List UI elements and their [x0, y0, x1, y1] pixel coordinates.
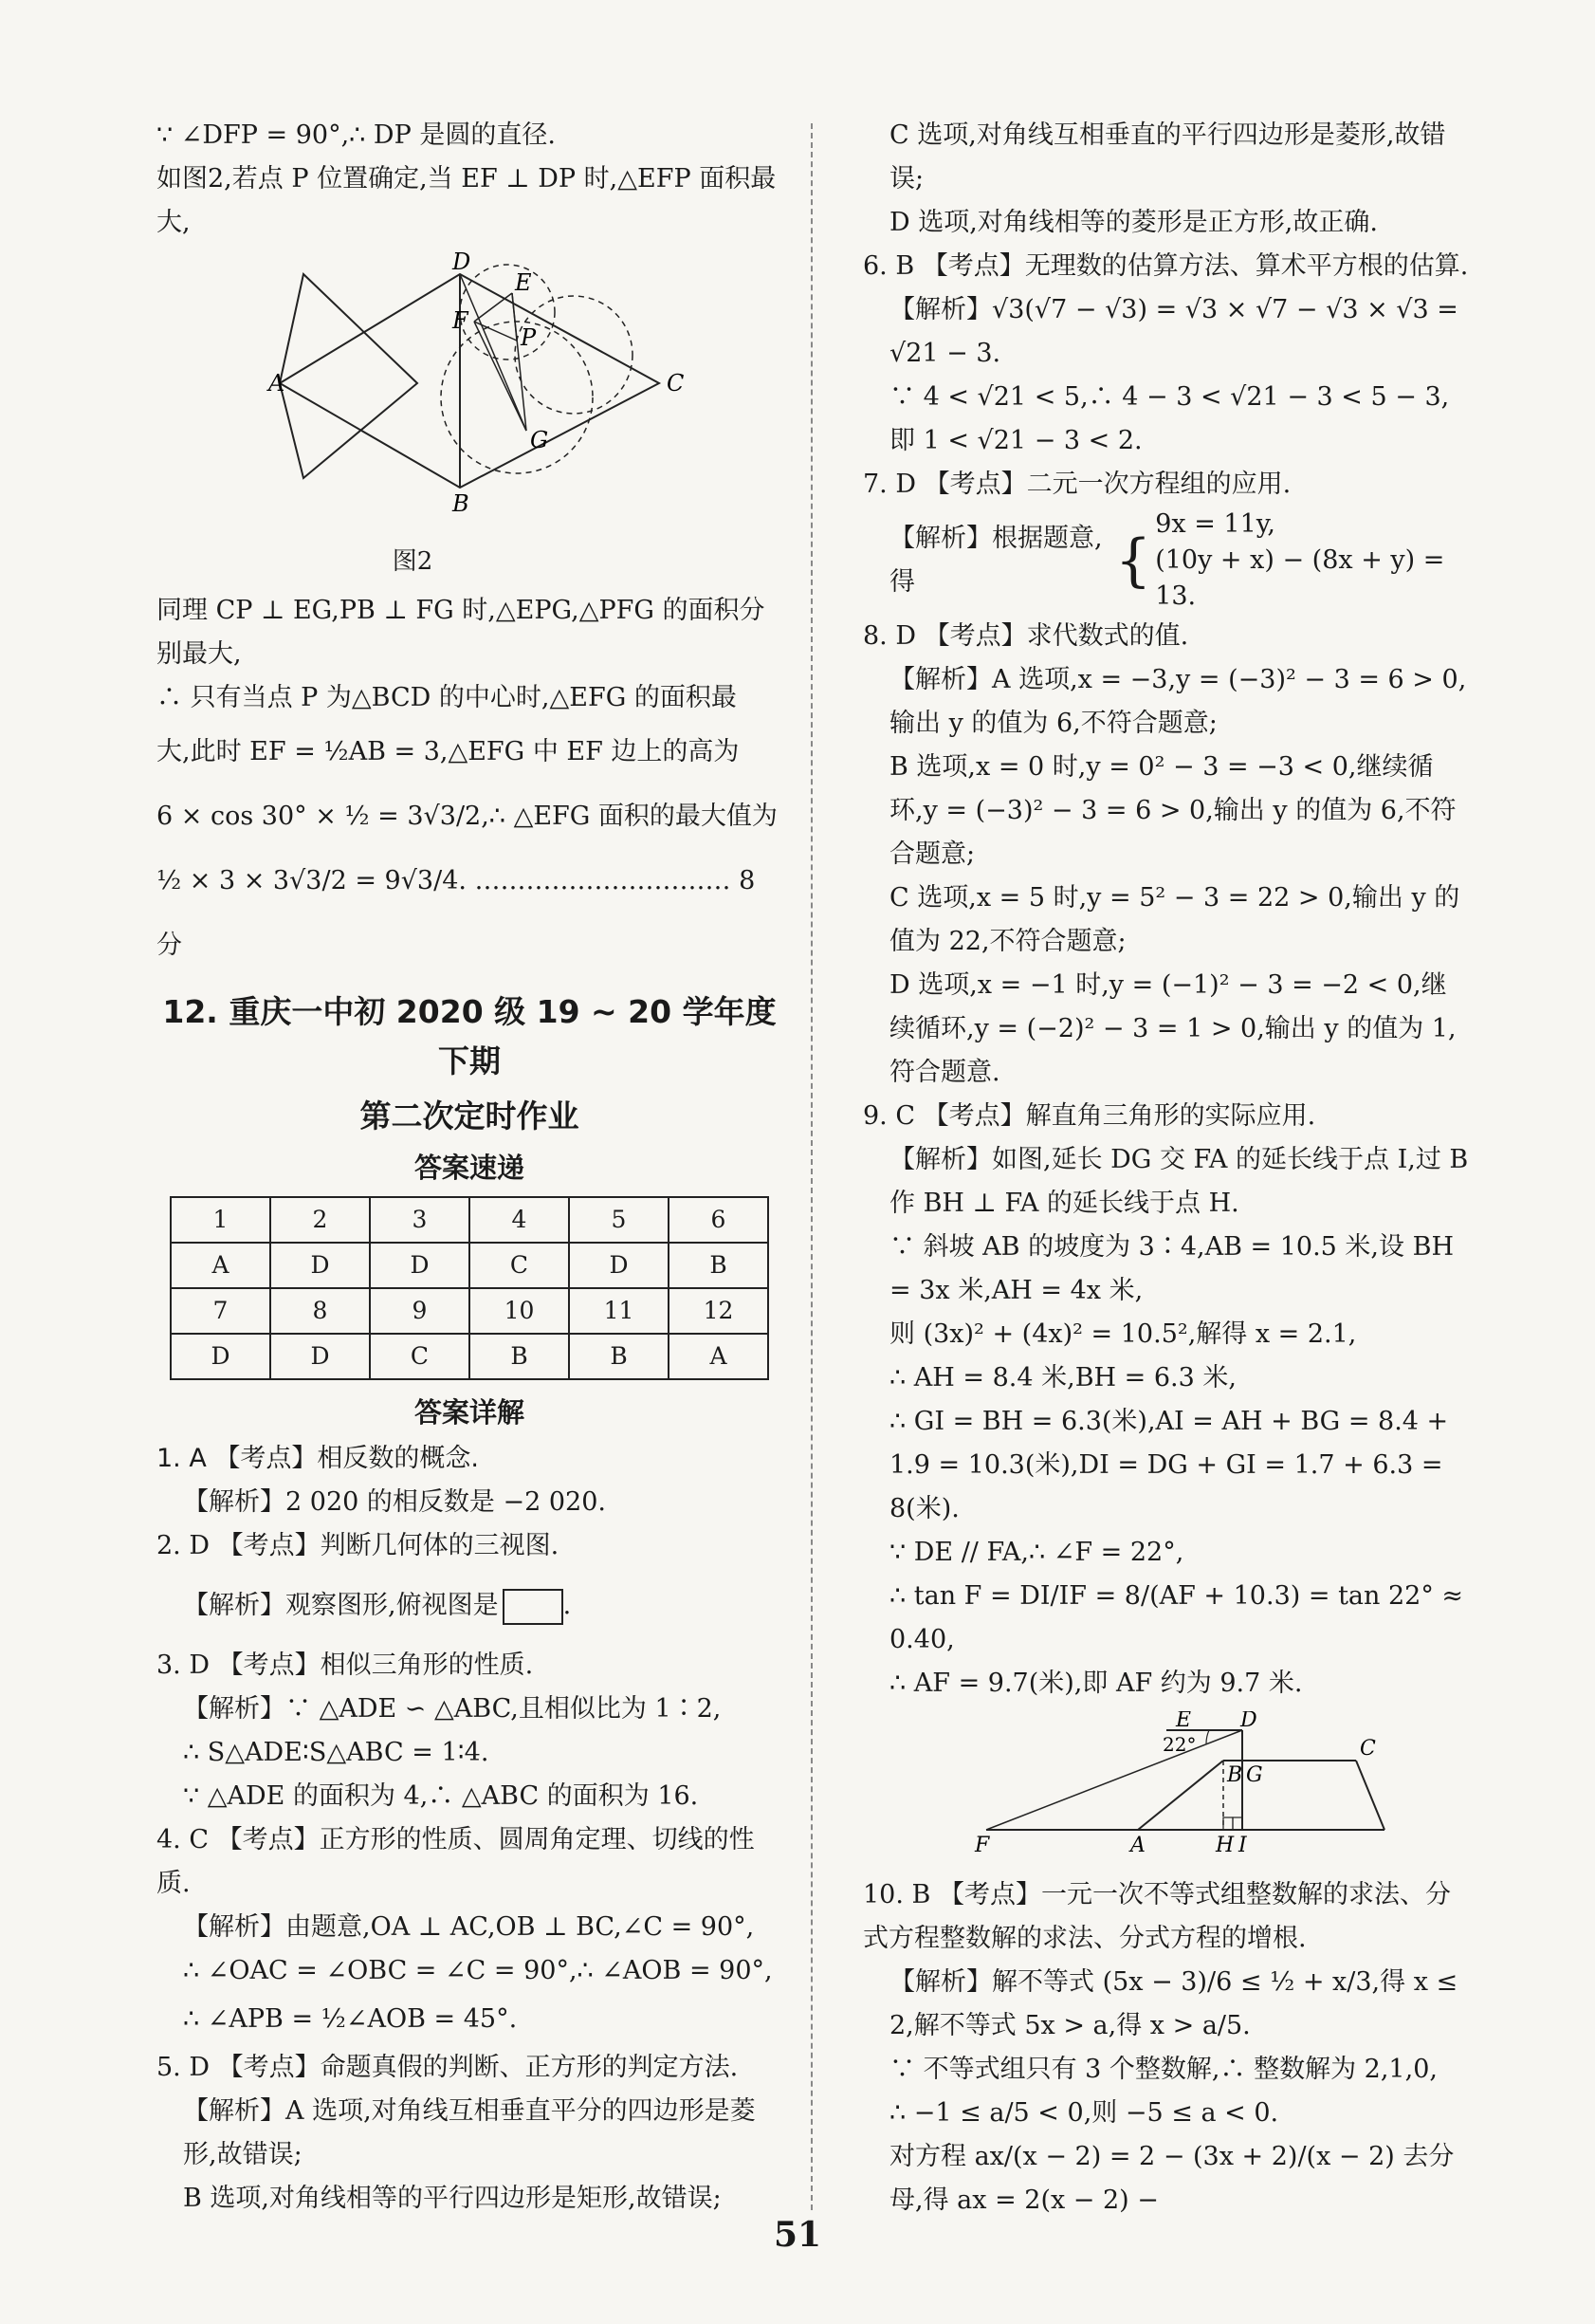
- analysis-5b: B 选项,对角线相等的平行四边形是矩形,故错误;: [183, 2184, 722, 2213]
- analysis-3: 【解析】∵ △ADE ∽ △ABC,且相似比为 1∶2,: [183, 1694, 722, 1724]
- text-line: 6 × cos 30° × ½ = 3√3/2,∴ △EFG 面积的最大值为: [156, 802, 778, 831]
- table-cell: A: [669, 1334, 768, 1379]
- label-f: F: [452, 307, 468, 334]
- table-cell: 4: [469, 1197, 569, 1243]
- rhombus-circles-diagram: [156, 250, 763, 526]
- label-b: B: [452, 490, 469, 517]
- label-d: D: [452, 250, 471, 275]
- label-g: G: [530, 427, 549, 453]
- analysis-7: [863, 507, 1470, 615]
- analysis-9g: ∴ tan F = DI/IF = 8/(AF + 10.3) = tan 22° ≈ 0.40,: [889, 1581, 1464, 1654]
- brace-symbol: {: [1115, 527, 1152, 594]
- column-divider: [811, 123, 813, 2210]
- analysis-6b: ∵ 4 < √21 < 5,∴ 4 − 3 < √21 − 3 < 5 − 3,即 1 < √21 − 3 < 2.: [889, 382, 1450, 455]
- answer-table: [170, 1196, 769, 1380]
- table-cell: D: [569, 1243, 669, 1288]
- table-cell: 7: [171, 1288, 270, 1334]
- analysis-4: 【解析】由题意,OA ⊥ AC,OB ⊥ BC,∠C = 90°,: [183, 1912, 755, 1942]
- analysis-10d: 对方程 ax/(x − 2) = 2 − (3x + 2)/(x − 2) 去分母,得 ax = 2(x − 2) −: [889, 2142, 1455, 2215]
- table-cell: B: [669, 1243, 768, 1288]
- analysis-8d: D 选项,x = −1 时,y = (−1)² − 3 = −2 < 0,继续循环,y = (−2)² − 3 = 1 > 0,输出 y 的值为 1,符合题意.: [889, 970, 1457, 1087]
- angle-label: 22°: [1163, 1733, 1197, 1756]
- right-column: [863, 114, 1470, 2223]
- question-9: 9. C 【考点】解直角三角形的实际应用.: [863, 1101, 1316, 1131]
- section-subtitle: 第二次定时作业: [359, 1097, 579, 1134]
- question-7: 7. D 【考点】二元一次方程组的应用.: [863, 470, 1292, 499]
- table-row: [171, 1197, 768, 1243]
- analysis-8b: B 选项,x = 0 时,y = 0² − 3 = −3 < 0,继续循环,y = (−3)² − 3 = 6 > 0,输出 y 的值为 6,不符合题意;: [889, 752, 1457, 869]
- text-line: ½ × 3 × 3√3/2 = 9√3/4. ………………………… 8 分: [156, 866, 756, 960]
- table-row: [171, 1334, 768, 1379]
- question-5: 5. D 【考点】命题真假的判断、正方形的判定方法.: [156, 2053, 739, 2082]
- label-i: I: [1238, 1834, 1247, 1854]
- equation-1: 9x = 11y,: [1155, 509, 1276, 539]
- question-2: 2. D 【考点】判断几何体的三视图.: [156, 1531, 559, 1560]
- equation-system: [1155, 507, 1470, 615]
- figure-9: [863, 1711, 1470, 1868]
- label-f: F: [975, 1834, 990, 1854]
- section-title: 12. 重庆一中初 2020 级 19 ~ 20 学年度下期: [162, 993, 777, 1079]
- table-cell: D: [270, 1243, 370, 1288]
- page-number: 51: [773, 2215, 822, 2255]
- question-1: 1. A 【考点】相反数的概念.: [156, 1444, 479, 1473]
- label-e: E: [1176, 1711, 1192, 1732]
- equation-2: (10y + x) − (8x + y) = 13.: [1155, 545, 1445, 611]
- table-cell: 9: [370, 1288, 469, 1334]
- label-c: C: [667, 370, 685, 397]
- analysis-8c: C 选项,x = 5 时,y = 5² − 3 = 22 > 0,输出 y 的值为 22,不符合题意;: [889, 883, 1460, 956]
- label-b: B: [1227, 1763, 1243, 1787]
- table-cell: D: [270, 1334, 370, 1379]
- analysis-4b: ∴ ∠OAC = ∠OBC = ∠C = 90°,∴ ∠AOB = 90°,: [183, 1956, 773, 1985]
- question-4: 4. C 【考点】正方形的性质、圆周角定理、切线的性质.: [156, 1825, 755, 1898]
- table-cell: 3: [370, 1197, 469, 1243]
- table-cell: 6: [669, 1197, 768, 1243]
- question-10: 10. B 【考点】一元一次不等式组整数解的求法、分式方程整数解的求法、分式方程的增根.: [863, 1880, 1451, 1953]
- figure-2: [156, 250, 782, 583]
- table-cell: 2: [270, 1197, 370, 1243]
- analysis-7-text: 【解析】根据题意,得: [889, 524, 1103, 597]
- question-3: 3. D 【考点】相似三角形的性质.: [156, 1651, 534, 1680]
- text-line: 大,此时 EF = ½AB = 3,△EFG 中 EF 边上的高为: [156, 737, 740, 766]
- text-line: D 选项,对角线相等的菱形是正方形,故正确.: [889, 208, 1378, 237]
- table-cell: 12: [669, 1288, 768, 1334]
- analysis-10a: 【解析】解不等式 (5x − 3)/6 ≤ ½ + x/3,得 x ≤ 2,解不等式 5x > a,得 x > a/5.: [889, 1967, 1458, 2040]
- analysis-9e: ∴ GI = BH = 6.3(米),AI = AH + BG = 8.4 + 1.9 = 10.3(米),DI = DG + GI = 1.7 + 6.3 = 8(米).: [889, 1407, 1449, 1523]
- table-row: [171, 1243, 768, 1288]
- slope-diagram: [863, 1711, 1470, 1854]
- analysis-9c: 则 (3x)² + (4x)² = 10.5²,解得 x = 2.1,: [889, 1319, 1357, 1349]
- label-p: P: [521, 324, 537, 351]
- table-cell: B: [469, 1334, 569, 1379]
- table-row: [171, 1288, 768, 1334]
- text-line: C 选项,对角线互相垂直的平行四边形是菱形,故错误;: [889, 120, 1446, 194]
- table-cell: B: [569, 1334, 669, 1379]
- table-cell: 1: [171, 1197, 270, 1243]
- question-6: 6. B 【考点】无理数的估算方法、算术平方根的估算.: [863, 251, 1469, 281]
- analysis-5: 【解析】A 选项,对角线互相垂直平分的四边形是菱形,故错误;: [183, 2096, 756, 2169]
- table-cell: 5: [569, 1197, 669, 1243]
- label-g: G: [1246, 1763, 1263, 1787]
- table-cell: 8: [270, 1288, 370, 1334]
- table-cell: 11: [569, 1288, 669, 1334]
- top-view-shape: [503, 1589, 563, 1625]
- label-c: C: [1360, 1737, 1376, 1761]
- analysis-3c: ∵ △ADE 的面积为 4,∴ △ABC 的面积为 16.: [183, 1781, 699, 1811]
- analysis-9h: ∴ AF = 9.7(米),即 AF 约为 9.7 米.: [889, 1669, 1303, 1698]
- label-e: E: [515, 269, 532, 296]
- analysis-6: 【解析】√3(√7 − √3) = √3 × √7 − √3 × √3 = √21 − 3.: [889, 295, 1458, 368]
- details-title: 答案详解: [413, 1396, 524, 1429]
- quick-answers-title: 答案速递: [413, 1152, 524, 1184]
- table-cell: C: [469, 1243, 569, 1288]
- label-a: A: [268, 370, 285, 397]
- analysis-3b: ∴ S△ADE∶S△ABC = 1∶4.: [183, 1738, 489, 1767]
- table-cell: A: [171, 1243, 270, 1288]
- analysis-8a: 【解析】A 选项,x = −3,y = (−3)² − 3 = 6 > 0,输出 y 的值为 6,不符合题意;: [889, 665, 1467, 738]
- analysis-9d: ∴ AH = 8.4 米,BH = 6.3 米,: [889, 1363, 1237, 1393]
- analysis-9f: ∵ DE // FA,∴ ∠F = 22°,: [889, 1538, 1184, 1567]
- question-8: 8. D 【考点】求代数式的值.: [863, 621, 1189, 651]
- figure-caption: 图2: [392, 547, 433, 576]
- analysis-4c: ∴ ∠APB = ½∠AOB = 45°.: [183, 2004, 518, 2034]
- analysis-9a: 【解析】如图,延长 DG 交 FA 的延长线于点 I,过 B 作 BH ⊥ FA 的延长线于点 H.: [889, 1145, 1469, 1218]
- analysis-2-text: 【解析】观察图形,俯视图是: [183, 1591, 499, 1620]
- table-cell: C: [370, 1334, 469, 1379]
- table-cell: D: [370, 1243, 469, 1288]
- analysis-10b: ∵ 不等式组只有 3 个整数解,∴ 整数解为 2,1,0,: [889, 2055, 1438, 2084]
- label-d: D: [1240, 1711, 1257, 1732]
- analysis-2: 【解析】观察图形,俯视图是 .: [156, 1568, 782, 1644]
- analysis-10c: ∴ −1 ≤ a/5 < 0,则 −5 ≤ a < 0.: [889, 2098, 1279, 2128]
- left-column: [156, 114, 782, 2221]
- table-cell: D: [171, 1334, 270, 1379]
- text-line: 同理 CP ⊥ EG,PB ⊥ FG 时,△EPG,△PFG 的面积分别最大,: [156, 596, 765, 669]
- table-cell: 10: [469, 1288, 569, 1334]
- text-line: ∴ 只有当点 P 为△BCD 的中心时,△EFG 的面积最: [156, 683, 737, 712]
- label-a: A: [1130, 1834, 1146, 1854]
- text-line: ∵ ∠DFP = 90°,∴ DP 是圆的直径.: [156, 120, 556, 150]
- analysis-9b: ∵ 斜坡 AB 的坡度为 3∶4,AB = 10.5 米,设 BH = 3x 米,AH = 4x 米,: [889, 1232, 1454, 1305]
- analysis-1: 【解析】2 020 的相反数是 −2 020.: [183, 1487, 606, 1517]
- text-line: 如图2,若点 P 位置确定,当 EF ⊥ DP 时,△EFP 面积最大,: [156, 164, 777, 237]
- label-h: H: [1216, 1834, 1235, 1854]
